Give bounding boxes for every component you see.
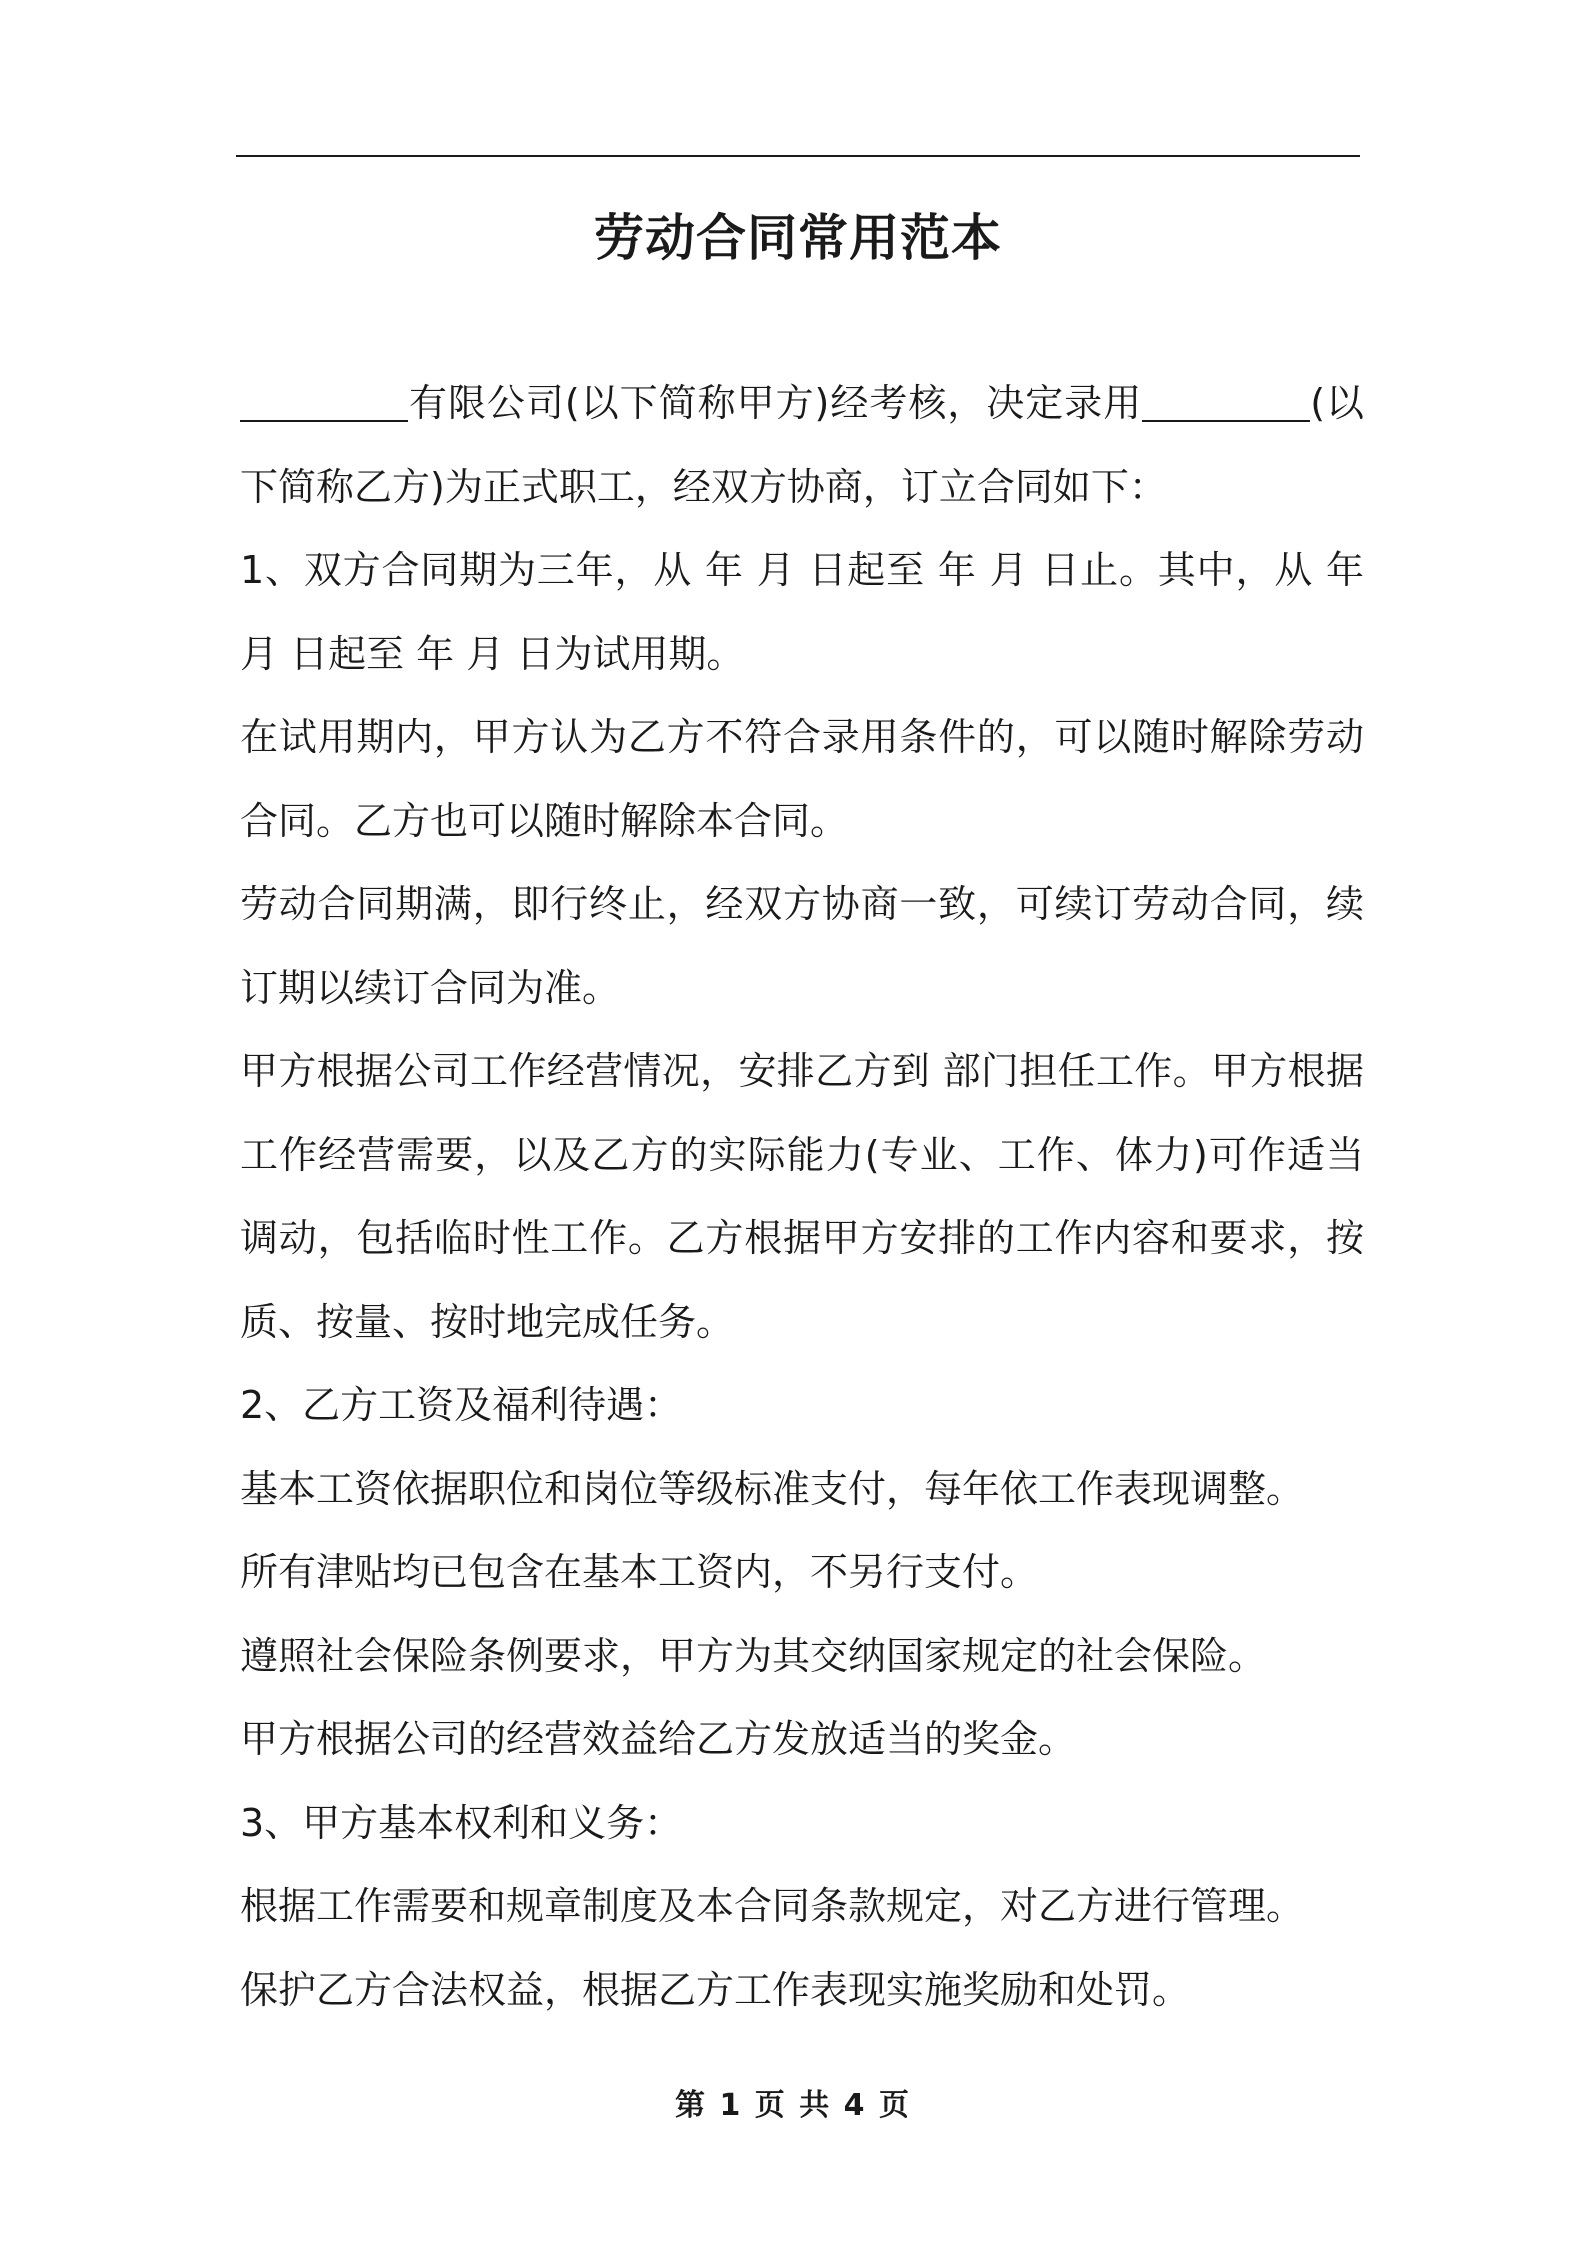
company-name-blank bbox=[240, 380, 408, 422]
section-heading-salary: 2、乙方工资及福利待遇： bbox=[240, 1383, 683, 1427]
employee-name-blank bbox=[1142, 380, 1310, 422]
intro-text-1: 有限公司(以下简称甲方)经考核，决定录用 bbox=[408, 381, 1143, 425]
document-title: 劳动合同常用范本 bbox=[594, 209, 1002, 267]
intro-paragraph bbox=[240, 362, 1364, 529]
clause-base-salary: 基本工资依据职位和岗位等级标准支付，每年依工作表现调整。 bbox=[240, 1466, 1305, 1511]
section-heading-employer-rights: 3、甲方基本权利和义务： bbox=[240, 1800, 683, 1845]
clause-renewal: 劳动合同期满，即行终止，经双方协商一致，可续订劳动合同，续订期以续订合同为准。 bbox=[240, 882, 1364, 1010]
clause-bonus: 甲方根据公司的经营效益给乙方发放适当的奖金。 bbox=[240, 1717, 1077, 1761]
page-number: 第 1 页 共 4 页 bbox=[675, 2088, 911, 2123]
clause-term: 1、双方合同期为三年，从 年 月 日起至 年 月 日止。其中，从 年 月 日起至 年 月 日为试用期。 bbox=[240, 548, 1364, 676]
clause-protection: 保护乙方合法权益，根据乙方工作表现实施奖励和处罚。 bbox=[240, 1967, 1191, 2012]
clause-probation: 在试用期内，甲方认为乙方不符合录用条件的，可以随时解除劳动合同。乙方也可以随时解除本合同。 bbox=[240, 715, 1364, 843]
clause-management: 根据工作需要和规章制度及本合同条款规定，对乙方进行管理。 bbox=[240, 1884, 1305, 1928]
intro-text-2: (以下简称乙方)为正式职工，经双方协商，订立合同如下： bbox=[240, 381, 1365, 509]
document-body bbox=[240, 362, 1364, 2032]
clause-allowances: 所有津贴均已包含在基本工资内，不另行支付。 bbox=[240, 1550, 1039, 1594]
header-rule bbox=[236, 155, 1360, 157]
clause-assignment: 甲方根据公司工作经营情况，安排乙方到 部门担任工作。甲方根据工作经营需要，以及乙方的实际能力(专业、工作、体力)可作适当调动，包括临时性工作。乙方根据甲方安排的工作内容和要求，按质、按量、按时地完成任务。 bbox=[240, 1049, 1364, 1344]
clause-social-insurance: 遵照社会保险条例要求，甲方为其交纳国家规定的社会保险。 bbox=[240, 1633, 1267, 1678]
